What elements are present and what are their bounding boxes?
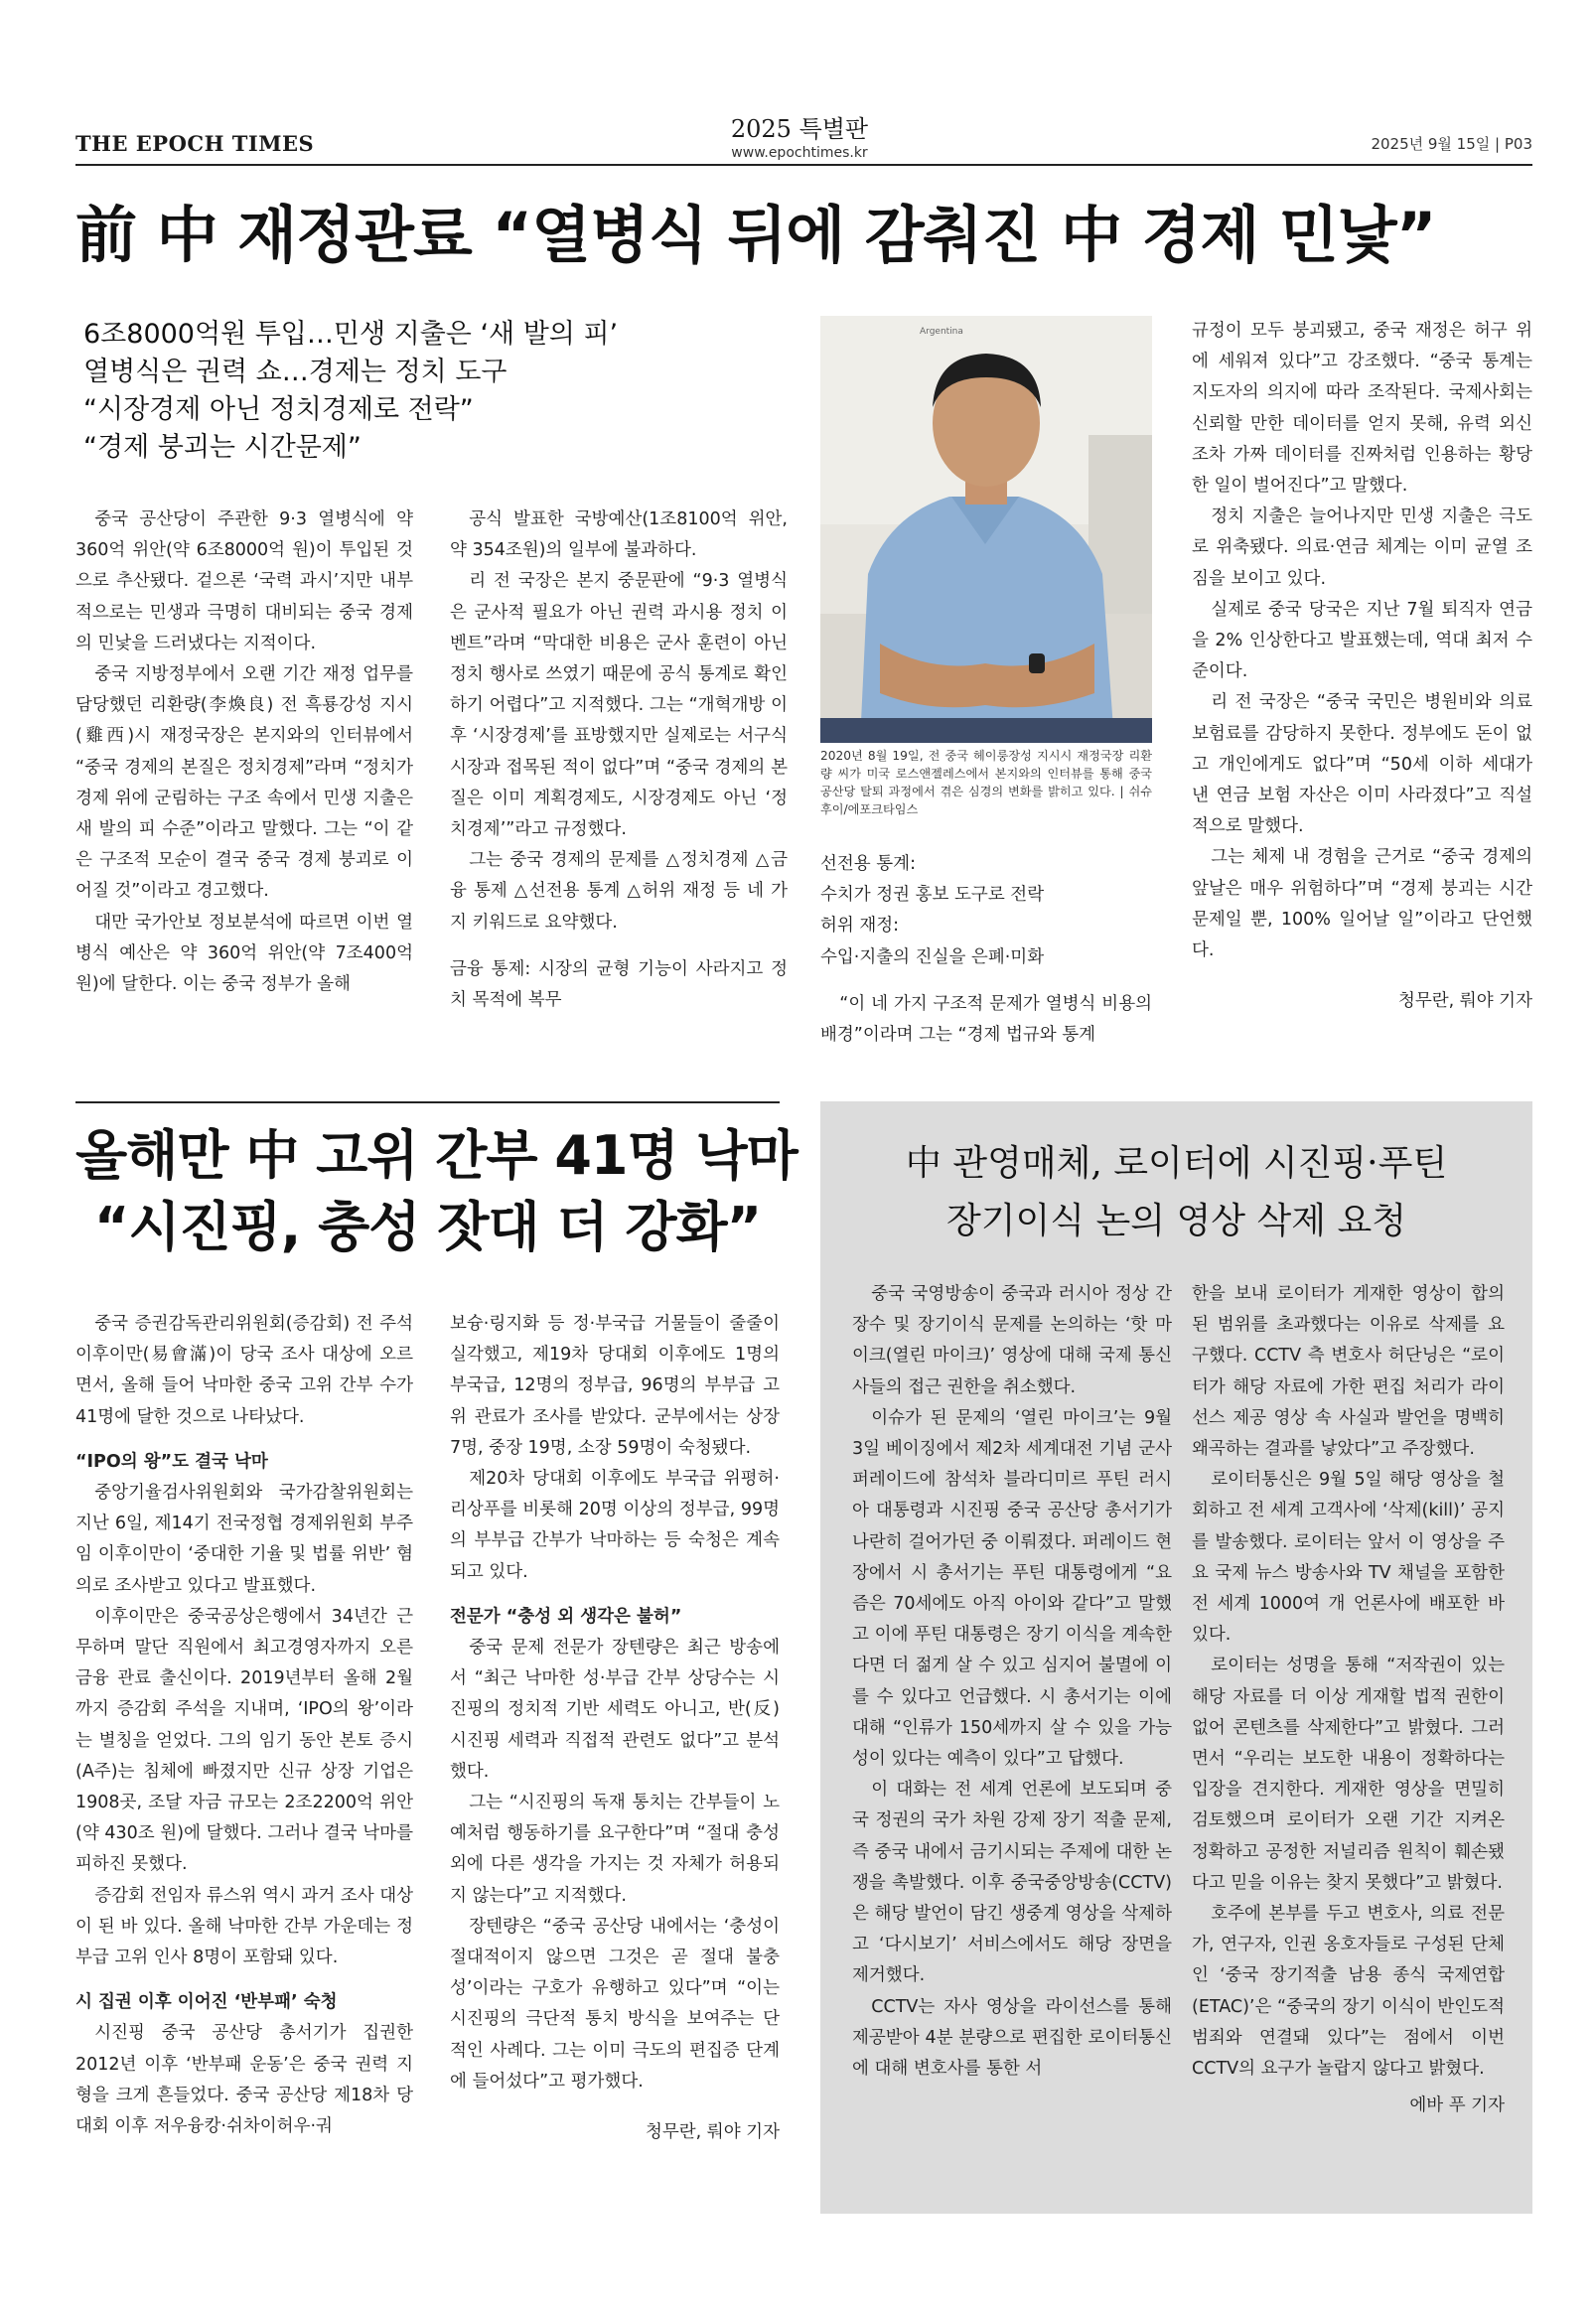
paragraph: 중국 증권감독관리위원회(증감회) 전 주석 이후이만(易會滿)이 당국 조사 대상에 오르면서, 올해 들어 낙마한 중국 고위 간부 수가 41명에 달한 것으로 나타났다. — [75, 1314, 413, 1427]
paragraph: 이후이만은 중국공상은행에서 34년간 근무하며 말단 직원에서 최고경영자까지 오른 금융 관료 출신이다. 2019년부터 올해 2월까지 증감회 주석을 지내며, ‘IPO의 왕’이라는 별칭을 얻었다. 그의 임기 동안 본토 증시(A주)는 침체에 빠졌지만 신규 상장 기업은 1908곳, 조달 자금 규모는 2조2200억 위안(약 430조 원)에 달했다. 그러나 결국 낙마를 피하진 못했다. — [75, 1606, 413, 1875]
paragraph: “이 네 가지 구조적 문제가 열병식 비용의 배경”이라며 그는 “경제 법규와 통계 — [820, 993, 1152, 1046]
deck-line: “시장경제 아닌 정치경제로 전락” — [83, 394, 474, 425]
paragraph: 로이터는 성명을 통해 “저작권이 있는 해당 자료를 더 이상 게재할 법적 권한이 없어 콘텐츠를 삭제한다”고 밝혔다. 그러면서 “우리는 보도한 내용이 정확하다는 입장을 견지한다. 게재한 영상을 면밀히 검토했으며 로이터가 오랜 기간 지켜온 정확하고 공정한 저널리즘 원칙이 훼손됐다고 믿을 이유는 찾지 못했다”고 밝혔다. — [1192, 1656, 1505, 1893]
subheading: “IPO의 왕”도 결국 낙마 — [75, 1451, 268, 1472]
story1-column-1 — [75, 505, 413, 1000]
paragraph: 대만 국가안보 정보분석에 따르면 이번 열병식 예산은 약 360억 위안(약 7조400억 원)에 달한다. 이는 중국 정부가 올해 — [75, 912, 413, 995]
paragraph: 보슝·링지화 등 정·부국급 거물들이 줄줄이 실각했고, 제19차 당대회 이후에도 1명의 부국급, 12명의 정부급, 96명의 부부급 고위 관료가 조사를 받았다. 군부에서는 상장 7명, 중장 19명, 소장 59명이 숙청됐다. — [450, 1314, 780, 1458]
keyword-label: 허위 재정: — [820, 916, 900, 937]
paragraph: 한을 보내 로이터가 게재한 영상이 합의된 범위를 초과했다는 이유로 삭제를 요구했다. CCTV 측 변호사 허단닝은 “로이터가 해당 자료에 가한 편집 처리가 라이선스 제공 영상 속 사실과 발언을 명백히 왜곡하는 결과를 낳았다”고 주장했다. — [1192, 1284, 1505, 1460]
paragraph: 그는 체제 내 경험을 근거로 “중국 경제의 앞날은 매우 위험하다”며 “경제 붕괴는 시간문제일 뿐, 100% 일어날 일”이라고 단언했다. — [1192, 847, 1532, 961]
keyword-finance-control: 금융 통제: 시장의 균형 기능이 사라지고 정치 목적에 복무 — [450, 958, 788, 1011]
interview-photo — [820, 316, 1152, 743]
story1-column-3 — [820, 849, 1152, 1051]
story2-headline — [75, 1120, 798, 1263]
paragraph: 시진핑 중국 공산당 총서기가 집권한 2012년 이후 ‘반부패 운동’은 중국 권력 지형을 크게 흔들었다. 중국 공산당 제18차 당대회 이후 저우융캉·쉬차이허우·궈 — [75, 2023, 413, 2137]
story3-column-1 — [852, 1279, 1172, 2085]
paragraph: 이슈가 된 문제의 ‘열린 마이크’는 9월 3일 베이징에서 제2차 세계대전 기념 군사 퍼레이드에 참석차 블라디미르 푸틴 러시아 대통령과 시진핑 중국 공산당 총서기가 나란히 걸어가던 중 이뤄졌다. 퍼레이드 현장에서 시 총서기는 푸틴 대통령에게 “요즘은 70세에도 아직 아이와 같다”고 말했고 이에 푸틴 대통령은 장기 이식을 계속한다면 더 젊게 살 수 있고 심지어 불멸에 이를 수 있다고 언급했다. 시 총서기는 이에 대해 “인류가 150세까지 살 수 있을 가능성이 있다는 예측이 있다”고 답했다. — [852, 1407, 1172, 1770]
edition-label: 2025 특별판 — [730, 115, 869, 143]
masthead: THE EPOCH TIMES — [75, 131, 315, 156]
byline: 에바 푸 기자 — [1409, 2095, 1505, 2116]
story1-decks — [83, 316, 759, 467]
headline-line: 장기이식 논의 영상 삭제 요청 — [945, 1201, 1407, 1241]
subheading: 전문가 “충성 외 생각은 불허” — [450, 1606, 682, 1627]
paragraph: 증감회 전임자 류스위 역시 과거 조사 대상이 된 바 있다. 올해 낙마한 간부 가운데는 정부급 고위 인사 8명이 포함돼 있다. — [75, 1885, 414, 1968]
paragraph: 실제로 중국 당국은 지난 7월 퇴직자 연금을 2% 인상한다고 발표했는데, 역대 최저 수준이다. — [1192, 599, 1532, 682]
story3-headline — [820, 1135, 1532, 1250]
spacer — [820, 973, 1152, 989]
paragraph: 그는 “시진핑의 독재 통치는 간부들이 노예처럼 행동하기를 요구한다”며 “절대 충성 외에 다른 생각을 가지는 것 자체가 허용되지 않는다”고 지적했다. — [450, 1793, 780, 1906]
deck-line: 열병식은 권력 쇼…경제는 정치 도구 — [83, 357, 508, 387]
portrait-illustration — [820, 316, 1152, 743]
subheading: 시 집권 이후 이어진 ‘반부패’ 숙청 — [75, 1992, 338, 2013]
paragraph: 장텐량은 “중국 공산당 내에서는 ‘충성이 절대적이지 않으면 그것은 곧 절대 불충성’이라는 구호가 유행하고 있다”며 “이는 시진핑의 극단적 통치 방식을 보여주는 단적인 사례다. 그는 이미 극도의 편집증 단계에 들어섰다”고 평가했다. — [450, 1916, 780, 2092]
byline: 청무란, 뤄야 기자 — [1397, 991, 1532, 1012]
paragraph: 공식 발표한 국방예산(1조8100억 위안, 약 354조원)의 일부에 불과하다. — [450, 509, 788, 561]
paragraph: 중국 문제 전문가 장텐량은 최근 방송에서 “최근 낙마한 성·부급 간부 상당수는 시진핑의 정치적 기반 세력도 아니고, 반(反)시진핑 세력과 직접적 관련도 없다”고 분석했다. — [450, 1638, 780, 1782]
story2-column-2 — [450, 1309, 780, 2148]
headline-line: 中 관영매체, 로이터에 시진핑·푸틴 — [905, 1143, 1448, 1184]
paragraph: 그는 중국 경제의 문제를 △정치경제 △금융 통제 △선전용 통계 △허위 재정 등 네 가지 키워드로 요약했다. — [450, 850, 788, 933]
photo-caption: 2020년 8월 19일, 전 중국 헤이룽장성 지시시 재정국장 리환량 씨가 미국 로스앤젤레스에서 본지와의 인터뷰를 통해 중국 공산당 탈퇴 과정에서 겪은 심경의 변화를 밝히고 있다. | 쉬슈후이/에포크타임스 — [820, 749, 1152, 816]
site-url[interactable]: www.epochtimes.kr — [731, 145, 868, 161]
story1-column-2 — [450, 505, 788, 1016]
paragraph: CCTV는 자사 영상을 라이선스를 통해 제공받아 4분 분량으로 편집한 로이터통신에 대해 변호사를 통한 서 — [852, 1996, 1172, 2080]
paragraph: 이 대화는 전 세계 언론에 보도되며 중국 정권의 국가 차원 강제 장기 적출 문제, 즉 중국 내에서 금기시되는 주제에 대한 논쟁을 촉발했다. 이후 중국중앙방송(CCTV)은 해당 발언이 담긴 생중계 영상을 삭제하고 ‘다시보기’ 서비스에서도 해당 장면을 제거했다. — [852, 1780, 1172, 1986]
paragraph: 규정이 모두 붕괴됐고, 중국 재정은 허구 위에 세워져 있다”고 강조했다. “중국 통계는 지도자의 의지에 따라 조작된다. 국제사회는 신뢰할 만한 데이터를 얻지 못해, 유력 외신조차 가짜 데이터를 진짜처럼 인용하는 황당한 일이 벌어진다”고 말했다. — [1192, 321, 1532, 497]
headline-line: 올해만 中 고위 간부 41명 낙마 — [75, 1124, 798, 1187]
keyword-label: 선전용 통계: — [820, 854, 916, 874]
story3-column-2 — [1192, 1279, 1505, 2121]
deck-line: 6조8000억원 투입…민생 지출은 ‘새 발의 피’ — [83, 319, 619, 350]
byline: 청무란, 뤄야 기자 — [645, 2122, 780, 2143]
paragraph: 정치 지출은 늘어나지만 민생 지출은 극도로 위축됐다. 의료·연금 체계는 이미 균열 조짐을 보이고 있다. — [1192, 506, 1532, 589]
paragraph: 제20차 당대회 이후에도 부국급 위평허·리상푸를 비롯해 20명 이상의 정부급, 99명의 부부급 간부가 낙마하는 등 숙청은 계속되고 있다. — [450, 1469, 780, 1582]
paragraph: 중국 공산당이 주관한 9·3 열병식에 약 360억 위안(약 6조8000억 원)이 투입된 것으로 추산됐다. 겉으론 ‘국력 과시’지만 내부적으로는 민생과 극명히 대비되는 중국 경제의 민낯을 드러냈다는 지적이다. — [75, 509, 413, 653]
story1-column-4 — [1192, 316, 1532, 1017]
headline-line: “시진핑, 충성 잣대 더 강화” — [93, 1196, 762, 1258]
paragraph: 리 전 국장은 본지 중문판에 “9·3 열병식은 군사적 필요가 아닌 권력 과시용 정치 이벤트”라며 “막대한 비용은 군사 훈련이 아닌 정치 행사로 쓰였기 때문에 공식 통계로 확인하기 어렵다”고 지적했다. 그는 “개혁개방 이후 ‘시장경제’를 표방했지만 실제로는 서구식 시장과 접목된 적이 없다”며 “중국 경제의 본질은 이미 계획경제도, 시장경제도 아닌 ‘정치경제’”라고 규정했다. — [450, 571, 788, 840]
spacer — [450, 939, 788, 954]
paragraph: 중앙기율검사위원회와 국가감찰위원회는 지난 6일, 제14기 전국정협 경제위원회 부주임 이후이만이 ‘중대한 기율 및 법률 위반’ 혐의로 조사받고 있다고 발표했다. — [75, 1483, 413, 1596]
story1-headline: 前 中 재정관료 “열병식 뒤에 감춰진 中 경제 민낯” — [75, 199, 1436, 271]
header-rule — [75, 164, 1532, 166]
paragraph: 리 전 국장은 “중국 국민은 병원비와 의료보험료를 감당하지 못한다. 정부에도 돈이 없고 개인에게도 없다”며 “50세 이하 세대가 낸 연금 보험 자산은 이미 사라졌다”고 직설적으로 말했다. — [1192, 692, 1532, 837]
svg-text:Argentina: Argentina — [920, 327, 963, 337]
paragraph: 로이터통신은 9월 5일 해당 영상을 철회하고 전 세계 고객사에 ‘삭제(kill)’ 공지를 발송했다. 로이터는 앞서 이 영상을 주요 국제 뉴스 방송사와 TV 채널을 포함한 전 세계 1000여 개 언론사에 배포한 바 있다. — [1192, 1470, 1505, 1646]
keyword-desc: 수치가 정권 홍보 도구로 전락 — [820, 885, 1045, 906]
deck-line: “경제 붕괴는 시간문제” — [83, 432, 362, 463]
section-rule — [75, 1101, 780, 1103]
date-page-number: 2025년 9월 15일 | P03 — [1371, 135, 1532, 153]
paragraph: 중국 국영방송이 중국과 러시아 정상 간 장수 및 장기이식 문제를 논의하는 ‘핫 마이크(열린 마이크)’ 영상에 대해 국제 통신사들의 접근 권한을 취소했다. — [852, 1284, 1172, 1397]
paragraph: 호주에 본부를 두고 변호사, 의료 전문가, 연구자, 인권 옹호자들로 구성된 단체인 ‘중국 장기적출 남용 종식 국제연합(ETAC)’은 “중국의 장기 이식이 반인도적 범죄와 연결돼 있다”는 점에서 이번 CCTV의 요구가 놀랍지 않다고 밝혔다. — [1192, 1904, 1505, 2080]
story2-column-1 — [75, 1309, 413, 2142]
keyword-desc: 수입·지출의 진실을 은폐·미화 — [820, 946, 1045, 967]
paragraph: 중국 지방정부에서 오랜 기간 재정 업무를 담당했던 리환량(李煥良) 전 흑룡강성 지시(雞西)시 재정국장은 본지와의 인터뷰에서 “중국 경제의 본질은 정치경제”라며 “정치가 경제 위에 군림하는 구조 속에서 민생 지출은 새 발의 피 수준”이라고 말했다. 그는 “이 같은 구조적 모순이 결국 중국 경제 붕괴로 이어질 것”이라고 경고했다. — [75, 664, 413, 902]
